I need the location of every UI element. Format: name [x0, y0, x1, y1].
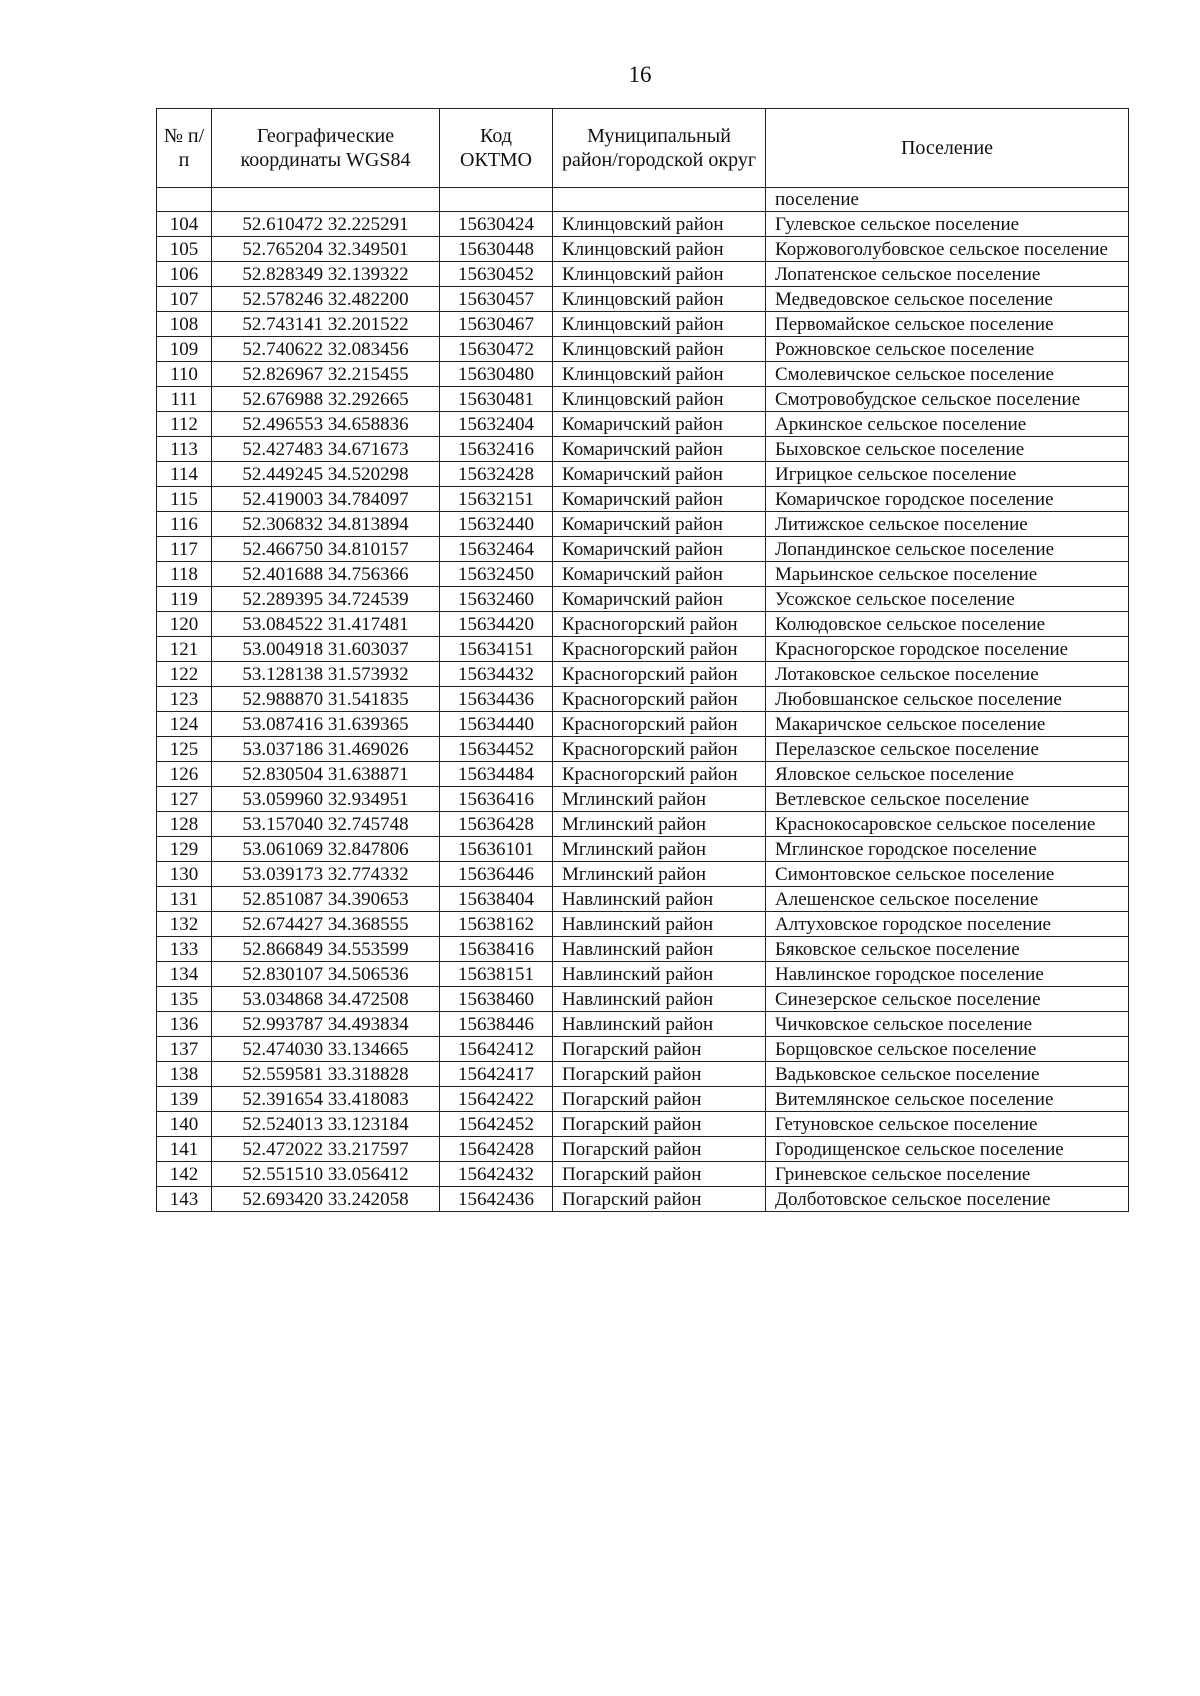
row-district: Комаричский район: [553, 462, 766, 487]
row-oktmo-code: 15630481: [440, 387, 553, 412]
row-district: Клинцовский район: [553, 312, 766, 337]
row-coordinates: 52.401688 34.756366: [212, 562, 440, 587]
row-coordinates: 52.427483 34.671673: [212, 437, 440, 462]
row-district: Погарский район: [553, 1112, 766, 1137]
row-settlement: Макаричское сельское поселение: [766, 712, 1129, 737]
table-row: [157, 462, 1129, 487]
row-settlement: Борщовское сельское поселение: [766, 1037, 1129, 1062]
row-number: 112: [157, 412, 212, 437]
row-district: Комаричский район: [553, 412, 766, 437]
row-district: Красногорский район: [553, 687, 766, 712]
table-row: [157, 962, 1129, 987]
table-row: [157, 512, 1129, 537]
row-coordinates: 52.391654 33.418083: [212, 1087, 440, 1112]
row-district: Красногорский район: [553, 637, 766, 662]
table-row: [157, 1012, 1129, 1037]
row-coordinates: 52.449245 34.520298: [212, 462, 440, 487]
row-number: 138: [157, 1062, 212, 1087]
header-code: Код ОКТМО: [440, 109, 553, 188]
row-district: Навлинский район: [553, 937, 766, 962]
row-number: 107: [157, 287, 212, 312]
row-settlement: Симонтовское сельское поселение: [766, 862, 1129, 887]
row-oktmo-code: 15642417: [440, 1062, 553, 1087]
row-number: 108: [157, 312, 212, 337]
settlements-table: [156, 108, 1129, 1212]
table-row: [157, 287, 1129, 312]
row-district: Клинцовский район: [553, 337, 766, 362]
row-oktmo-code: 15642412: [440, 1037, 553, 1062]
table-row: [157, 537, 1129, 562]
row-number: 139: [157, 1087, 212, 1112]
row-oktmo-code: 15632151: [440, 487, 553, 512]
row-settlement: Марьинское сельское поселение: [766, 562, 1129, 587]
row-number: 143: [157, 1187, 212, 1212]
row-coordinates: 53.059960 32.934951: [212, 787, 440, 812]
row-coordinates: 52.828349 32.139322: [212, 262, 440, 287]
row-district: Клинцовский район: [553, 387, 766, 412]
table-row: [157, 612, 1129, 637]
row-settlement: Ветлевское сельское поселение: [766, 787, 1129, 812]
row-oktmo-code: 15630472: [440, 337, 553, 362]
row-district: Клинцовский район: [553, 262, 766, 287]
row-district: Мглинский район: [553, 862, 766, 887]
row-number: 125: [157, 737, 212, 762]
table-row: [157, 562, 1129, 587]
row-district: Красногорский район: [553, 662, 766, 687]
row-oktmo-code: 15632460: [440, 587, 553, 612]
row-coordinates: 53.157040 32.745748: [212, 812, 440, 837]
row-settlement: Медведовское сельское поселение: [766, 287, 1129, 312]
row-number: 124: [157, 712, 212, 737]
row-district: Погарский район: [553, 1037, 766, 1062]
row-settlement: Литижское сельское поселение: [766, 512, 1129, 537]
table-row: [157, 412, 1129, 437]
continuation-row: [157, 188, 1129, 212]
row-district: Клинцовский район: [553, 362, 766, 387]
row-number: 120: [157, 612, 212, 637]
table-row: [157, 237, 1129, 262]
table-row: [157, 662, 1129, 687]
table-row: [157, 437, 1129, 462]
row-settlement: Лотаковское сельское поселение: [766, 662, 1129, 687]
row-oktmo-code: 15632404: [440, 412, 553, 437]
row-number: 141: [157, 1137, 212, 1162]
row-number: 126: [157, 762, 212, 787]
table-row: [157, 712, 1129, 737]
row-settlement: Синезерское сельское поселение: [766, 987, 1129, 1012]
header-num: № п/п: [157, 109, 212, 188]
row-number: 134: [157, 962, 212, 987]
table-body: [157, 188, 1129, 1212]
row-number: 109: [157, 337, 212, 362]
row-coordinates: 53.087416 31.639365: [212, 712, 440, 737]
row-coordinates: 52.830107 34.506536: [212, 962, 440, 987]
row-settlement: Мглинское городское поселение: [766, 837, 1129, 862]
row-number: 132: [157, 912, 212, 937]
row-coordinates: 52.496553 34.658836: [212, 412, 440, 437]
row-number: 116: [157, 512, 212, 537]
table-row: [157, 312, 1129, 337]
row-oktmo-code: 15630480: [440, 362, 553, 387]
row-settlement: Гетуновское сельское поселение: [766, 1112, 1129, 1137]
row-oktmo-code: 15634484: [440, 762, 553, 787]
row-oktmo-code: 15642422: [440, 1087, 553, 1112]
row-oktmo-code: 15638460: [440, 987, 553, 1012]
continuation-settlement: поселение: [766, 188, 1129, 212]
row-oktmo-code: 15630452: [440, 262, 553, 287]
row-district: Комаричский район: [553, 587, 766, 612]
row-settlement: Городищенское сельское поселение: [766, 1137, 1129, 1162]
row-district: Погарский район: [553, 1187, 766, 1212]
row-number: 114: [157, 462, 212, 487]
row-district: Комаричский район: [553, 437, 766, 462]
row-coordinates: 53.128138 31.573932: [212, 662, 440, 687]
row-district: Навлинский район: [553, 987, 766, 1012]
row-oktmo-code: 15638416: [440, 937, 553, 962]
table-row: [157, 212, 1129, 237]
row-coordinates: 52.610472 32.225291: [212, 212, 440, 237]
row-coordinates: 52.289395 34.724539: [212, 587, 440, 612]
row-oktmo-code: 15632428: [440, 462, 553, 487]
row-coordinates: 52.826967 32.215455: [212, 362, 440, 387]
table-header-row: [157, 109, 1129, 188]
row-settlement: Гулевское сельское поселение: [766, 212, 1129, 237]
row-district: Красногорский район: [553, 612, 766, 637]
table-row: [157, 362, 1129, 387]
row-number: 115: [157, 487, 212, 512]
row-oktmo-code: 15632450: [440, 562, 553, 587]
table-row: [157, 262, 1129, 287]
row-number: 104: [157, 212, 212, 237]
row-number: 129: [157, 837, 212, 862]
row-oktmo-code: 15632440: [440, 512, 553, 537]
row-oktmo-code: 15636101: [440, 837, 553, 862]
row-coordinates: 52.419003 34.784097: [212, 487, 440, 512]
row-settlement: Вадьковское сельское поселение: [766, 1062, 1129, 1087]
row-coordinates: 52.578246 32.482200: [212, 287, 440, 312]
table-row: [157, 862, 1129, 887]
row-number: 133: [157, 937, 212, 962]
row-coordinates: 53.061069 32.847806: [212, 837, 440, 862]
table-row: [157, 737, 1129, 762]
row-coordinates: 52.524013 33.123184: [212, 1112, 440, 1137]
row-district: Погарский район: [553, 1162, 766, 1187]
row-settlement: Чичковское сельское поселение: [766, 1012, 1129, 1037]
row-coordinates: 52.866849 34.553599: [212, 937, 440, 962]
table-row: [157, 1162, 1129, 1187]
row-settlement: Лопатенское сельское поселение: [766, 262, 1129, 287]
row-district: Погарский район: [553, 1087, 766, 1112]
row-oktmo-code: 15636446: [440, 862, 553, 887]
row-settlement: Смотровобудское сельское поселение: [766, 387, 1129, 412]
row-oktmo-code: 15630457: [440, 287, 553, 312]
row-settlement: Колюдовское сельское поселение: [766, 612, 1129, 637]
row-coordinates: 52.993787 34.493834: [212, 1012, 440, 1037]
table-row: [157, 587, 1129, 612]
row-number: 136: [157, 1012, 212, 1037]
row-oktmo-code: 15630467: [440, 312, 553, 337]
header-district: Муниципальный район/городской округ: [553, 109, 766, 188]
row-district: Клинцовский район: [553, 237, 766, 262]
row-oktmo-code: 15642432: [440, 1162, 553, 1187]
row-district: Клинцовский район: [553, 287, 766, 312]
row-coordinates: 52.559581 33.318828: [212, 1062, 440, 1087]
row-number: 111: [157, 387, 212, 412]
row-coordinates: 52.472022 33.217597: [212, 1137, 440, 1162]
row-oktmo-code: 15632416: [440, 437, 553, 462]
row-coordinates: 52.765204 32.349501: [212, 237, 440, 262]
row-number: 142: [157, 1162, 212, 1187]
row-district: Клинцовский район: [553, 212, 766, 237]
row-settlement: Красногорское городское поселение: [766, 637, 1129, 662]
row-coordinates: 53.039173 32.774332: [212, 862, 440, 887]
row-oktmo-code: 15630448: [440, 237, 553, 262]
row-number: 121: [157, 637, 212, 662]
table-row: [157, 762, 1129, 787]
row-settlement: Гриневское сельское поселение: [766, 1162, 1129, 1187]
row-number: 118: [157, 562, 212, 587]
row-number: 123: [157, 687, 212, 712]
row-coordinates: 52.676988 32.292665: [212, 387, 440, 412]
row-oktmo-code: 15636428: [440, 812, 553, 837]
row-district: Мглинский район: [553, 812, 766, 837]
row-district: Красногорский район: [553, 737, 766, 762]
table-row: [157, 1062, 1129, 1087]
row-oktmo-code: 15636416: [440, 787, 553, 812]
header-settlement: Поселение: [766, 109, 1129, 188]
table-row: [157, 887, 1129, 912]
row-district: Погарский район: [553, 1062, 766, 1087]
row-settlement: Аркинское сельское поселение: [766, 412, 1129, 437]
row-number: 131: [157, 887, 212, 912]
row-district: Мглинский район: [553, 837, 766, 862]
row-number: 105: [157, 237, 212, 262]
row-coordinates: 52.693420 33.242058: [212, 1187, 440, 1212]
row-district: Навлинский район: [553, 887, 766, 912]
row-district: Комаричский район: [553, 512, 766, 537]
table-row: [157, 1087, 1129, 1112]
row-settlement: Бяковское сельское поселение: [766, 937, 1129, 962]
row-district: Красногорский район: [553, 762, 766, 787]
row-settlement: Алешенское сельское поселение: [766, 887, 1129, 912]
row-settlement: Навлинское городское поселение: [766, 962, 1129, 987]
row-coordinates: 52.830504 31.638871: [212, 762, 440, 787]
table-row: [157, 1112, 1129, 1137]
row-number: 130: [157, 862, 212, 887]
row-settlement: Комаричское городское поселение: [766, 487, 1129, 512]
row-district: Погарский район: [553, 1137, 766, 1162]
row-oktmo-code: 15642452: [440, 1112, 553, 1137]
table-row: [157, 487, 1129, 512]
row-settlement: Первомайское сельское поселение: [766, 312, 1129, 337]
row-settlement: Коржовоголубовское сельское поселение: [766, 237, 1129, 262]
table-row: [157, 637, 1129, 662]
row-oktmo-code: 15638151: [440, 962, 553, 987]
table-row: [157, 837, 1129, 862]
page-number: 16: [628, 62, 652, 87]
row-oktmo-code: 15638446: [440, 1012, 553, 1037]
row-oktmo-code: 15638404: [440, 887, 553, 912]
row-settlement: Игрицкое сельское поселение: [766, 462, 1129, 487]
row-district: Красногорский район: [553, 712, 766, 737]
row-district: Мглинский район: [553, 787, 766, 812]
row-district: Комаричский район: [553, 562, 766, 587]
row-number: 106: [157, 262, 212, 287]
row-settlement: Рожновское сельское поселение: [766, 337, 1129, 362]
row-settlement: Быховское сельское поселение: [766, 437, 1129, 462]
row-settlement: Витемлянское сельское поселение: [766, 1087, 1129, 1112]
row-settlement: Усожское сельское поселение: [766, 587, 1129, 612]
row-number: 135: [157, 987, 212, 1012]
table-row: [157, 1037, 1129, 1062]
row-oktmo-code: 15634432: [440, 662, 553, 687]
row-number: 128: [157, 812, 212, 837]
row-number: 127: [157, 787, 212, 812]
row-settlement: Яловское сельское поселение: [766, 762, 1129, 787]
row-number: 117: [157, 537, 212, 562]
row-coordinates: 53.004918 31.603037: [212, 637, 440, 662]
row-coordinates: 52.466750 34.810157: [212, 537, 440, 562]
table-row: [157, 787, 1129, 812]
row-coordinates: 52.674427 34.368555: [212, 912, 440, 937]
row-settlement: Смолевичское сельское поселение: [766, 362, 1129, 387]
row-settlement: Краснокосаровское сельское поселение: [766, 812, 1129, 837]
row-number: 119: [157, 587, 212, 612]
row-oktmo-code: 15642428: [440, 1137, 553, 1162]
row-settlement: Алтуховское городское поселение: [766, 912, 1129, 937]
row-oktmo-code: 15634420: [440, 612, 553, 637]
table-row: [157, 337, 1129, 362]
table-row: [157, 987, 1129, 1012]
row-coordinates: 53.034868 34.472508: [212, 987, 440, 1012]
row-coordinates: 52.474030 33.134665: [212, 1037, 440, 1062]
row-coordinates: 52.306832 34.813894: [212, 512, 440, 537]
table-row: [157, 1187, 1129, 1212]
row-number: 122: [157, 662, 212, 687]
row-number: 113: [157, 437, 212, 462]
row-district: Комаричский район: [553, 537, 766, 562]
row-coordinates: 52.988870 31.541835: [212, 687, 440, 712]
row-oktmo-code: 15634151: [440, 637, 553, 662]
row-oktmo-code: 15642436: [440, 1187, 553, 1212]
row-oktmo-code: 15634452: [440, 737, 553, 762]
header-coords: Географические координаты WGS84: [212, 109, 440, 188]
table-row: [157, 1137, 1129, 1162]
row-district: Навлинский район: [553, 912, 766, 937]
row-settlement: Перелазское сельское поселение: [766, 737, 1129, 762]
row-district: Комаричский район: [553, 487, 766, 512]
row-settlement: Любовшанское сельское поселение: [766, 687, 1129, 712]
row-coordinates: 53.084522 31.417481: [212, 612, 440, 637]
row-oktmo-code: 15634436: [440, 687, 553, 712]
row-oktmo-code: 15634440: [440, 712, 553, 737]
row-oktmo-code: 15630424: [440, 212, 553, 237]
row-coordinates: 52.851087 34.390653: [212, 887, 440, 912]
row-district: Навлинский район: [553, 1012, 766, 1037]
row-oktmo-code: 15632464: [440, 537, 553, 562]
table-row: [157, 687, 1129, 712]
row-district: Навлинский район: [553, 962, 766, 987]
row-oktmo-code: 15638162: [440, 912, 553, 937]
row-settlement: Долботовское сельское поселение: [766, 1187, 1129, 1212]
table-row: [157, 912, 1129, 937]
row-coordinates: 52.551510 33.056412: [212, 1162, 440, 1187]
row-coordinates: 52.743141 32.201522: [212, 312, 440, 337]
table-row: [157, 387, 1129, 412]
row-number: 110: [157, 362, 212, 387]
row-number: 137: [157, 1037, 212, 1062]
table-row: [157, 937, 1129, 962]
table-row: [157, 812, 1129, 837]
row-coordinates: 52.740622 32.083456: [212, 337, 440, 362]
row-number: 140: [157, 1112, 212, 1137]
row-settlement: Лопандинское сельское поселение: [766, 537, 1129, 562]
row-coordinates: 53.037186 31.469026: [212, 737, 440, 762]
